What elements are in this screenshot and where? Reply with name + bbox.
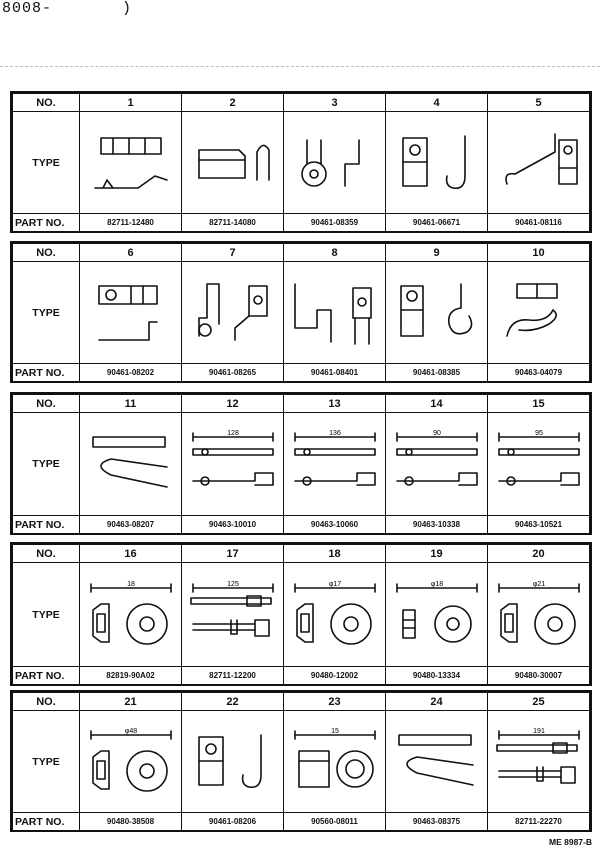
- type-row: [13, 563, 590, 667]
- header-rule: [0, 66, 600, 67]
- item-number: 8: [284, 244, 386, 262]
- parts-grid: [12, 93, 590, 232]
- part-number-row: [13, 813, 590, 831]
- dimension-label: φ18: [430, 580, 443, 588]
- dimension-label: 90: [432, 430, 441, 437]
- band-clip-icon: [491, 429, 587, 499]
- part-number: 90480-13334: [386, 667, 488, 685]
- type-label: TYPE: [13, 112, 80, 214]
- tie-strap-icon: [491, 727, 587, 797]
- item-number: 2: [182, 94, 284, 112]
- part-number: 90461-08206: [182, 813, 284, 831]
- part-illustration: [284, 711, 386, 813]
- dimension-label: φ17: [328, 580, 341, 588]
- hook-clamp-icon: [389, 128, 485, 198]
- parts-table-1: [10, 91, 592, 233]
- item-number: 25: [488, 693, 590, 711]
- u-clip-icon: [389, 727, 485, 797]
- type-label: TYPE: [13, 413, 80, 516]
- dimension-label: 136: [328, 430, 341, 437]
- part-number: 90461-08359: [284, 214, 386, 232]
- part-number: 82819-90A02: [80, 667, 182, 685]
- page-header: [2, 0, 132, 17]
- band-clip-icon: [287, 429, 383, 499]
- part-number: 82711-22270: [488, 813, 590, 831]
- part-number-row: [13, 364, 590, 382]
- block-clip-icon: [185, 128, 281, 198]
- long-bracket-clamp-icon: [287, 278, 383, 348]
- item-number: 23: [284, 693, 386, 711]
- part-illustration: [386, 711, 488, 813]
- item-number: 12: [182, 395, 284, 413]
- part-number: 90461-08116: [488, 214, 590, 232]
- part-number: 90463-10338: [386, 516, 488, 534]
- bracket-clamp-icon: [185, 278, 281, 348]
- grommet-icon: [83, 580, 179, 650]
- part-illustration: [182, 262, 284, 364]
- type-row: [13, 112, 590, 214]
- part-no-label: PART NO.: [13, 214, 80, 232]
- grommet-icon: [491, 580, 587, 650]
- part-illustration: [182, 112, 284, 214]
- type-row: [13, 711, 590, 813]
- no-label: NO.: [13, 693, 80, 711]
- header-code: 8008-: [2, 0, 53, 17]
- part-number-row: [13, 667, 590, 685]
- number-row: [13, 244, 590, 262]
- spring-clip-icon: [491, 278, 587, 348]
- no-label: NO.: [13, 395, 80, 413]
- part-illustration: [284, 563, 386, 667]
- grommet-icon: [83, 727, 179, 797]
- part-illustration: [80, 413, 182, 516]
- part-number: 90463-10521: [488, 516, 590, 534]
- part-illustration: [386, 413, 488, 516]
- part-number-row: [13, 214, 590, 232]
- item-number: 22: [182, 693, 284, 711]
- part-illustration: [80, 563, 182, 667]
- dimension-label: 18: [126, 580, 135, 588]
- part-number: 90461-08202: [80, 364, 182, 382]
- part-number: 90463-04079: [488, 364, 590, 382]
- item-number: 17: [182, 545, 284, 563]
- part-illustration: [182, 711, 284, 813]
- part-illustration: [488, 413, 590, 516]
- part-number: 90463-08207: [80, 516, 182, 534]
- footer-code: ME 8987-B: [549, 837, 592, 847]
- part-illustration: [80, 711, 182, 813]
- grommet-icon: [287, 580, 383, 650]
- parts-grid: [12, 394, 590, 534]
- part-number: 90461-08401: [284, 364, 386, 382]
- part-illustration: [488, 711, 590, 813]
- tie-strap-icon: [185, 580, 281, 650]
- ring-clamp-icon: [287, 128, 383, 198]
- part-no-label: PART NO.: [13, 667, 80, 685]
- part-number-row: [13, 516, 590, 534]
- parts-grid: [12, 544, 590, 685]
- spacer-collar-icon: [287, 727, 383, 797]
- item-number: 11: [80, 395, 182, 413]
- part-number: 90463-10010: [182, 516, 284, 534]
- part-no-label: PART NO.: [13, 516, 80, 534]
- part-number: 90461-08385: [386, 364, 488, 382]
- part-illustration: [488, 563, 590, 667]
- item-number: 5: [488, 94, 590, 112]
- parts-table-5: [10, 690, 592, 832]
- item-number: 15: [488, 395, 590, 413]
- type-row: [13, 262, 590, 364]
- part-number: 82711-12200: [182, 667, 284, 685]
- part-illustration: [284, 112, 386, 214]
- tab-clip-icon: [83, 128, 179, 198]
- parts-table-3: [10, 392, 592, 535]
- part-number: 90463-08375: [386, 813, 488, 831]
- small-grommet-icon: [389, 580, 485, 650]
- item-number: 10: [488, 244, 590, 262]
- part-number: 90480-38508: [80, 813, 182, 831]
- part-illustration: [182, 413, 284, 516]
- item-number: 3: [284, 94, 386, 112]
- dimension-label: φ48: [124, 727, 137, 735]
- parts-table-2: [10, 241, 592, 383]
- band-clip-icon: [389, 429, 485, 499]
- angled-clamp-icon: [491, 128, 587, 198]
- part-illustration: [284, 413, 386, 516]
- part-number: 90461-06671: [386, 214, 488, 232]
- item-number: 14: [386, 395, 488, 413]
- item-number: 7: [182, 244, 284, 262]
- part-illustration: [386, 262, 488, 364]
- dimension-label: φ21: [532, 580, 545, 588]
- hook-clamp-icon: [185, 727, 281, 797]
- parts-table-4: [10, 542, 592, 686]
- item-number: 16: [80, 545, 182, 563]
- dimension-label: 191: [532, 727, 545, 735]
- part-illustration: [488, 112, 590, 214]
- part-illustration: [488, 262, 590, 364]
- type-label: TYPE: [13, 711, 80, 813]
- part-illustration: [284, 262, 386, 364]
- parts-grid: [12, 692, 590, 831]
- part-number: 90480-30007: [488, 667, 590, 685]
- part-no-label: PART NO.: [13, 813, 80, 831]
- header-paren: ): [122, 0, 133, 17]
- number-row: [13, 693, 590, 711]
- item-number: 1: [80, 94, 182, 112]
- item-number: 6: [80, 244, 182, 262]
- no-label: NO.: [13, 545, 80, 563]
- part-no-label: PART NO.: [13, 364, 80, 382]
- type-label: TYPE: [13, 563, 80, 667]
- type-label: TYPE: [13, 262, 80, 364]
- u-clip-icon: [83, 429, 179, 499]
- type-row: [13, 413, 590, 516]
- item-number: 21: [80, 693, 182, 711]
- part-illustration: [386, 563, 488, 667]
- no-label: NO.: [13, 94, 80, 112]
- item-number: 13: [284, 395, 386, 413]
- loop-clamp-icon: [389, 278, 485, 348]
- part-illustration: [80, 112, 182, 214]
- number-row: [13, 94, 590, 112]
- number-row: [13, 395, 590, 413]
- item-number: 4: [386, 94, 488, 112]
- part-number: 90461-08265: [182, 364, 284, 382]
- dimension-label: 15: [330, 727, 339, 735]
- dimension-label: 128: [226, 430, 239, 437]
- parts-grid: [12, 243, 590, 382]
- part-number: 82711-14080: [182, 214, 284, 232]
- part-illustration: [386, 112, 488, 214]
- dimension-label: 95: [534, 430, 543, 437]
- item-number: 24: [386, 693, 488, 711]
- item-number: 20: [488, 545, 590, 563]
- item-number: 18: [284, 545, 386, 563]
- part-illustration: [182, 563, 284, 667]
- no-label: NO.: [13, 244, 80, 262]
- band-clip-icon: [185, 429, 281, 499]
- part-number: 82711-12480: [80, 214, 182, 232]
- item-number: 9: [386, 244, 488, 262]
- item-number: 19: [386, 545, 488, 563]
- part-number: 90480-12002: [284, 667, 386, 685]
- part-illustration: [80, 262, 182, 364]
- number-row: [13, 545, 590, 563]
- part-number: 90463-10060: [284, 516, 386, 534]
- dimension-label: 125: [226, 580, 239, 588]
- bent-clamp-icon: [83, 278, 179, 348]
- part-number: 90560-08011: [284, 813, 386, 831]
